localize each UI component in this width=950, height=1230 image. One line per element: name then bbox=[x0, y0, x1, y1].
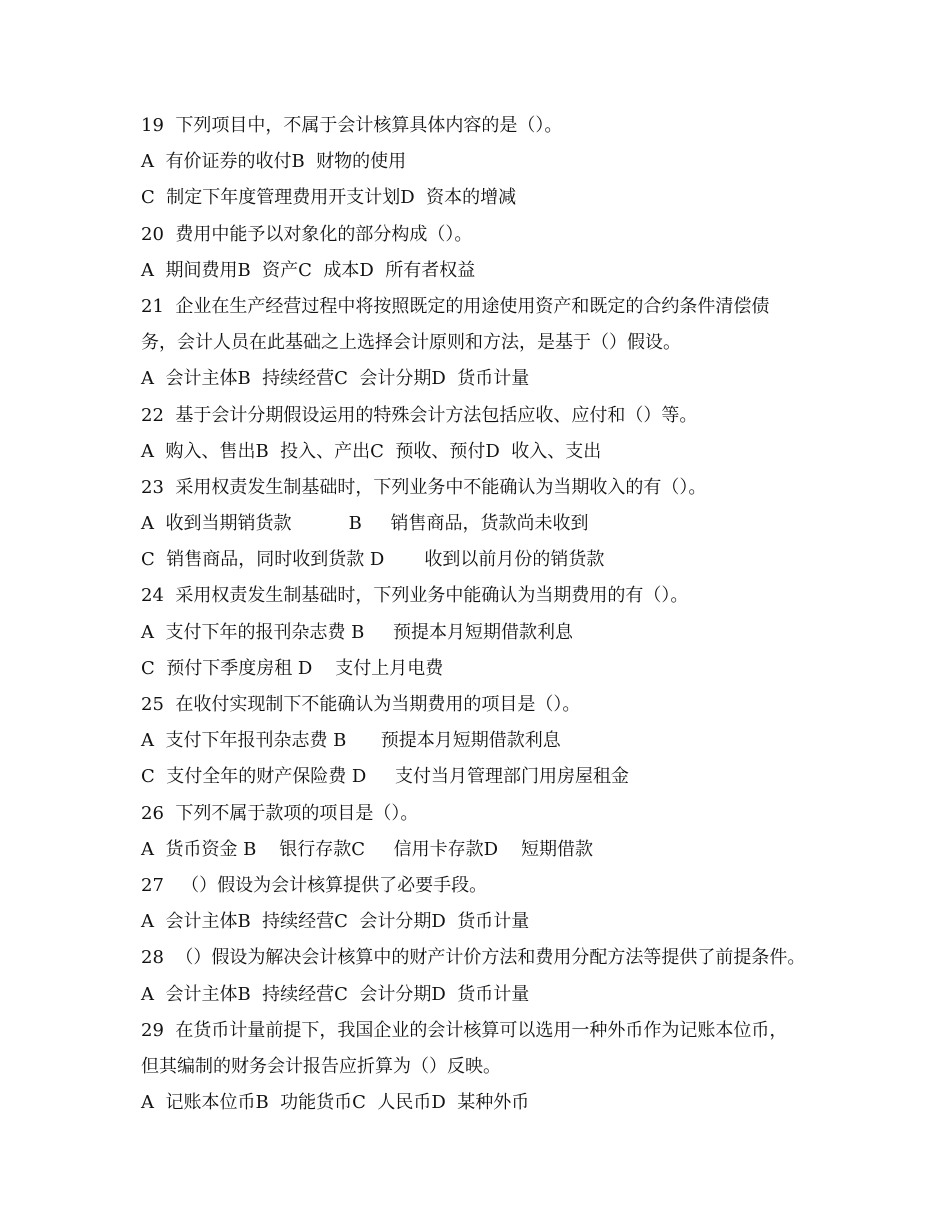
question-25-options-ab: A 支付下年报刊杂志费 B 预提本月短期借款利息 bbox=[141, 730, 561, 752]
question-29-options: A 记账本位币B 功能货币C 人民币D 某种外币 bbox=[141, 1092, 530, 1114]
question-25-options-cd: C 支付全年的财产保险费 D 支付当月管理部门用房屋租金 bbox=[141, 766, 629, 788]
question-19-options-cd: C 制定下年度管理费用开支计划D 资本的增减 bbox=[141, 187, 517, 209]
question-20-options: A 期间费用B 资产C 成本D 所有者权益 bbox=[141, 259, 476, 281]
question-21-continued: 务，会计人员在此基础之上选择会计原则和方法，是基于（）假设。 bbox=[141, 332, 681, 354]
question-22: 22 基于会计分期假设运用的特殊会计方法包括应收、应付和（）等。 bbox=[141, 404, 698, 426]
question-28-options: A 会计主体B 持续经营C 会计分期D 货币计量 bbox=[141, 983, 530, 1005]
question-26: 26 下列不属于款项的项目是（）。 bbox=[141, 802, 419, 824]
question-28: 28 （）假设为解决会计核算中的财产计价方法和费用分配方法等提供了前提条件。 bbox=[141, 947, 806, 969]
question-19-options-ab: A 有价证券的收付B 财物的使用 bbox=[141, 151, 407, 173]
question-24-options-ab: A 支付下年的报刊杂志费 B 预提本月短期借款利息 bbox=[141, 621, 573, 643]
question-22-options: A 购入、售出B 投入、产出C 预收、预付D 收入、支出 bbox=[141, 440, 602, 462]
question-23: 23 采用权责发生制基础时，下列业务中不能确认为当期收入的有（）。 bbox=[141, 476, 707, 498]
question-27-options: A 会计主体B 持续经营C 会计分期D 货币计量 bbox=[141, 911, 530, 933]
question-29: 29 在货币计量前提下，我国企业的会计核算可以选用一种外币作为记账本位币， bbox=[141, 1019, 788, 1041]
question-20: 20 费用中能予以对象化的部分构成（）。 bbox=[141, 223, 473, 245]
question-23-options-cd: C 销售商品，同时收到货款 D 收到以前月份的销货款 bbox=[141, 549, 605, 571]
question-21-options: A 会计主体B 持续经营C 会计分期D 货币计量 bbox=[141, 368, 530, 390]
question-29-continued: 但其编制的财务会计报告应折算为（）反映。 bbox=[141, 1055, 501, 1077]
question-24-options-cd: C 预付下季度房租 D 支付上月电费 bbox=[141, 657, 444, 679]
question-24: 24 采用权责发生制基础时，下列业务中能确认为当期费用的有（）。 bbox=[141, 585, 689, 607]
question-25: 25 在收付实现制下不能确认为当期费用的项目是（）。 bbox=[141, 694, 581, 715]
question-27: 27 （）假设为会计核算提供了必要手段。 bbox=[141, 874, 488, 896]
question-26-options: A 货币资金 B 银行存款C 信用卡存款D 短期借款 bbox=[141, 838, 593, 860]
question-19: 19 下列项目中，不属于会计核算具体内容的是（）。 bbox=[141, 115, 563, 136]
page-content bbox=[141, 108, 831, 1121]
question-21: 21 企业在生产经营过程中将按照既定的用途使用资产和既定的合约条件清偿债 bbox=[141, 295, 770, 317]
question-23-options-ab: A 收到当期销货款 B 销售商品，货款尚未收到 bbox=[141, 513, 589, 535]
